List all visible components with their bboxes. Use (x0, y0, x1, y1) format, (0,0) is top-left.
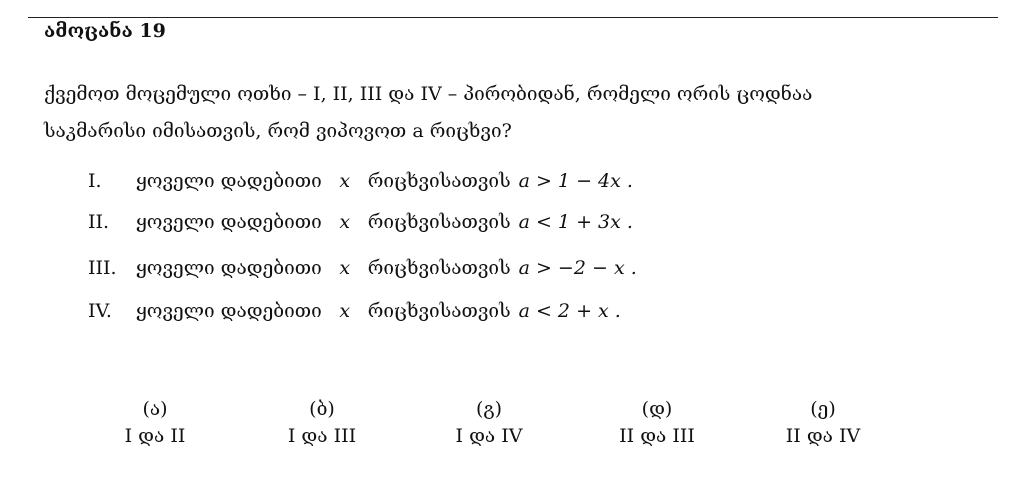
choice-label: (ე) (810, 398, 836, 420)
top-rule (28, 17, 998, 18)
condition-variable: x (339, 300, 351, 322)
condition-number: II. (88, 211, 110, 233)
choice-text: II და III (619, 425, 695, 447)
answer-choice-b[interactable] (252, 396, 392, 450)
choice-text: I და III (287, 425, 357, 447)
condition-formula: a < 2 + x . (518, 300, 621, 322)
question-line: ქვემოთ მოცემული ოთხი – I, II, III და IV – პირობიდან, რომელი ორის ცოდნაა (44, 83, 813, 105)
choice-label: (ა) (142, 398, 168, 420)
condition-number: IV. (88, 300, 112, 322)
condition-variable: x (339, 257, 351, 279)
condition-text: ყოველი დადებითი (136, 211, 322, 233)
choice-text: I და II (124, 425, 186, 447)
condition-item (88, 296, 621, 326)
task-title: ამოცანა 19 (44, 20, 166, 42)
condition-text-2: რიცხვისათვის (367, 257, 511, 279)
answer-choice-c[interactable] (419, 396, 559, 450)
choice-label: (დ) (641, 398, 673, 420)
choice-text: II და IV (785, 425, 861, 447)
condition-formula: a > −2 − x . (518, 257, 637, 279)
condition-text: ყოველი დადებითი (136, 257, 322, 279)
answer-choice-a[interactable] (85, 396, 225, 450)
question-line: საკმარისი იმისათვის, რომ ვიპოვოთ a რიცხვი? (44, 120, 512, 142)
condition-variable: x (339, 211, 351, 233)
choice-label: (გ) (475, 398, 503, 420)
condition-text: ყოველი დადებითი (136, 170, 322, 192)
condition-text-2: რიცხვისათვის (367, 170, 511, 192)
condition-formula: a < 1 + 3x . (518, 211, 633, 233)
condition-variable: x (339, 170, 351, 192)
condition-item (88, 166, 633, 196)
condition-text-2: რიცხვისათვის (367, 300, 511, 322)
condition-item (88, 207, 633, 237)
answer-choice-d[interactable] (587, 396, 727, 450)
condition-number: I. (88, 170, 102, 192)
condition-item (88, 253, 637, 283)
answer-choice-e[interactable] (753, 396, 893, 450)
condition-formula: a > 1 − 4x . (518, 170, 633, 192)
question-text (44, 76, 984, 150)
condition-text: ყოველი დადებითი (136, 300, 322, 322)
choice-label: (ბ) (309, 398, 335, 420)
condition-number: III. (88, 257, 117, 279)
condition-text-2: რიცხვისათვის (367, 211, 511, 233)
choice-text: I და IV (455, 425, 523, 447)
